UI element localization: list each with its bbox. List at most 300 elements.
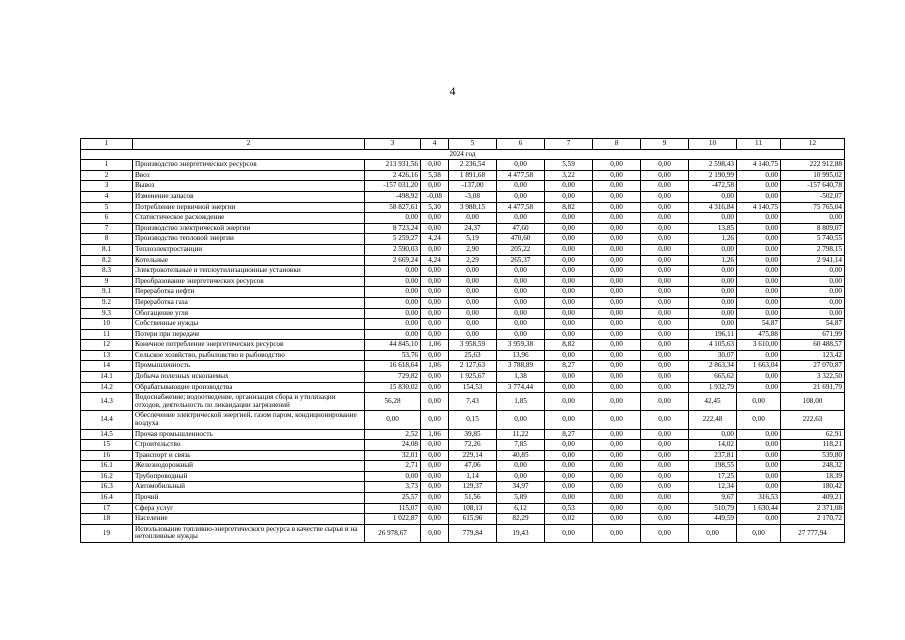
value-cell: 0,00 — [737, 411, 781, 429]
value-cell: 0,00 — [593, 372, 641, 383]
value-cell: 0,00 — [641, 514, 689, 525]
table-row — [81, 329, 845, 340]
row-label: Население — [133, 514, 365, 525]
value-cell: 0,00 — [737, 170, 781, 181]
value-cell: 0,00 — [689, 308, 737, 319]
value-cell: 0,00 — [737, 266, 781, 277]
value-cell: 0,00 — [545, 461, 593, 472]
table-row — [81, 514, 845, 525]
row-number: 9.1 — [81, 287, 133, 298]
value-cell: 5,19 — [449, 234, 497, 245]
value-cell: 0,00 — [737, 482, 781, 493]
value-cell: 0,00 — [497, 319, 545, 330]
value-cell: 0,00 — [593, 440, 641, 451]
value-cell: 0,00 — [689, 287, 737, 298]
table-row — [81, 411, 845, 429]
value-cell: 0,00 — [781, 308, 845, 319]
table-row — [81, 244, 845, 255]
value-cell: 0,00 — [545, 471, 593, 482]
value-cell: 0,00 — [421, 461, 449, 472]
table-row — [81, 276, 845, 287]
value-cell: 7,85 — [497, 440, 545, 451]
value-cell: 0,00 — [641, 287, 689, 298]
table-row — [81, 524, 845, 542]
value-cell: 0,00 — [593, 340, 641, 351]
row-label: Железнодорожный — [133, 461, 365, 472]
value-cell: 47,06 — [449, 461, 497, 472]
table-row — [81, 340, 845, 351]
value-cell: 0,00 — [497, 287, 545, 298]
value-cell: 0,00 — [365, 213, 421, 224]
row-number: 16.2 — [81, 471, 133, 482]
value-cell: 1 891,68 — [449, 170, 497, 181]
value-cell: 0,00 — [545, 382, 593, 393]
value-cell: 0,00 — [421, 223, 449, 234]
value-cell: 0,00 — [545, 482, 593, 493]
value-cell: 4 477,58 — [497, 170, 545, 181]
value-cell: -472,58 — [689, 181, 737, 192]
value-cell: 3 959,38 — [497, 340, 545, 351]
value-cell: 0,00 — [593, 393, 641, 411]
value-cell: 409,21 — [781, 493, 845, 504]
row-number: 16.3 — [81, 482, 133, 493]
value-cell: 0,00 — [593, 503, 641, 514]
value-cell: 2 426,16 — [365, 170, 421, 181]
value-cell: 0,00 — [737, 440, 781, 451]
value-cell: 0,00 — [497, 213, 545, 224]
value-cell: 213 931,56 — [365, 160, 421, 171]
value-cell: 4,24 — [421, 234, 449, 245]
value-cell: 2 127,63 — [449, 361, 497, 372]
value-cell: 0,00 — [421, 276, 449, 287]
value-cell: 47,60 — [497, 223, 545, 234]
value-cell: 0,00 — [365, 411, 421, 429]
value-cell: 0,00 — [449, 297, 497, 308]
value-cell: 0,00 — [545, 440, 593, 451]
value-cell: 0,00 — [689, 244, 737, 255]
row-label: Теплоэлектростанции — [133, 244, 365, 255]
value-cell: 0,00 — [641, 503, 689, 514]
value-cell: 40,85 — [497, 450, 545, 461]
value-cell: 0,00 — [421, 440, 449, 451]
value-cell: -157 640,78 — [781, 181, 845, 192]
value-cell: 1,38 — [497, 372, 545, 383]
value-cell: 0,00 — [737, 471, 781, 482]
value-cell: 1 022,87 — [365, 514, 421, 525]
table-row — [81, 297, 845, 308]
value-cell: 53,76 — [365, 350, 421, 361]
row-number: 19 — [81, 524, 133, 542]
value-cell: 4 316,84 — [689, 202, 737, 213]
value-cell: 0,00 — [593, 524, 641, 542]
value-cell: 0,00 — [421, 213, 449, 224]
value-cell: 2 190,99 — [689, 170, 737, 181]
value-cell: 1,06 — [421, 340, 449, 351]
value-cell: 0,00 — [641, 266, 689, 277]
value-cell: 0,00 — [737, 393, 781, 411]
table-row — [81, 181, 845, 192]
row-label: Сельское хозяйство, рыболовство и рыбоводство — [133, 350, 365, 361]
value-cell: 8 809,07 — [781, 223, 845, 234]
row-number: 17 — [81, 503, 133, 514]
row-number: 15 — [81, 440, 133, 451]
value-cell: 0,00 — [593, 202, 641, 213]
value-cell: 13,85 — [689, 223, 737, 234]
value-cell: 0,00 — [641, 329, 689, 340]
value-cell: 17,25 — [689, 471, 737, 482]
value-cell: 2 941,14 — [781, 255, 845, 266]
value-cell: 510,79 — [689, 503, 737, 514]
value-cell: 1,14 — [449, 471, 497, 482]
value-cell: 0,00 — [593, 411, 641, 429]
row-number: 9.2 — [81, 297, 133, 308]
row-label: Обогащение угля — [133, 308, 365, 319]
table-row — [81, 223, 845, 234]
value-cell: 0,00 — [421, 382, 449, 393]
row-number: 8 — [81, 234, 133, 245]
value-cell: 9,67 — [689, 493, 737, 504]
value-cell: 0,00 — [689, 191, 737, 202]
value-cell: 222,48 — [689, 411, 737, 429]
value-cell: 0,00 — [737, 372, 781, 383]
value-cell: 115,07 — [365, 503, 421, 514]
value-cell: 198,55 — [689, 461, 737, 472]
value-cell: 0,00 — [593, 213, 641, 224]
value-cell: 2,71 — [365, 461, 421, 472]
row-number: 14.4 — [81, 411, 133, 429]
value-cell: 1,26 — [689, 234, 737, 245]
value-cell: 0,00 — [593, 361, 641, 372]
value-cell: 0,00 — [365, 471, 421, 482]
value-cell: 0,00 — [641, 297, 689, 308]
table-row — [81, 308, 845, 319]
row-label: Использование топливно-энергетического ресурса в качестве сырья и на нетопливные нужды — [133, 524, 365, 542]
value-cell: 0,02 — [545, 514, 593, 525]
value-cell: 0,00 — [641, 181, 689, 192]
value-cell: 0,00 — [365, 276, 421, 287]
value-cell: 129,37 — [449, 482, 497, 493]
value-cell: 0,00 — [497, 411, 545, 429]
value-cell: 0,00 — [641, 234, 689, 245]
value-cell: 3 610,00 — [737, 340, 781, 351]
row-label: Производство электрической энергии — [133, 223, 365, 234]
row-number: 4 — [81, 191, 133, 202]
value-cell: 0,00 — [365, 266, 421, 277]
value-cell: 0,00 — [641, 493, 689, 504]
value-cell: 42,45 — [689, 393, 737, 411]
table-row — [81, 493, 845, 504]
value-cell: 0,00 — [421, 308, 449, 319]
value-cell: 44 845,10 — [365, 340, 421, 351]
column-header: 8 — [593, 139, 641, 150]
value-cell: 0,00 — [593, 329, 641, 340]
value-cell: 779,84 — [449, 524, 497, 542]
value-cell: -137,00 — [449, 181, 497, 192]
value-cell: 0,00 — [641, 393, 689, 411]
value-cell: 0,00 — [545, 223, 593, 234]
value-cell: 10 995,02 — [781, 170, 845, 181]
value-cell: 51,56 — [449, 493, 497, 504]
value-cell: 237,81 — [689, 450, 737, 461]
value-cell: 56,28 — [365, 393, 421, 411]
row-label: Производство энергетических ресурсов — [133, 160, 365, 171]
table-row — [81, 319, 845, 330]
value-cell: 0,00 — [593, 181, 641, 192]
row-number: 11 — [81, 329, 133, 340]
value-cell: 8,82 — [545, 340, 593, 351]
column-header: 7 — [545, 139, 593, 150]
value-cell: 123,42 — [781, 350, 845, 361]
value-cell: -498,92 — [365, 191, 421, 202]
value-cell: 0,00 — [545, 350, 593, 361]
value-cell: 30,07 — [689, 350, 737, 361]
column-header: 9 — [641, 139, 689, 150]
value-cell: -502,07 — [781, 191, 845, 202]
value-cell: 0,00 — [545, 234, 593, 245]
value-cell: 0,00 — [365, 319, 421, 330]
value-cell: 0,00 — [781, 266, 845, 277]
column-header: 1 — [81, 139, 133, 150]
value-cell: 118,21 — [781, 440, 845, 451]
value-cell: 4 477,58 — [497, 202, 545, 213]
value-cell: 3,73 — [365, 482, 421, 493]
page-number: 4 — [449, 84, 456, 98]
table-row — [81, 202, 845, 213]
row-label: Конечное потребление энергетических ресурсов — [133, 340, 365, 351]
row-label: Обеспечение электрической энергией, газом паром, кондиционирование воздуха — [133, 411, 365, 429]
value-cell: 0,00 — [641, 319, 689, 330]
value-cell: 0,00 — [593, 287, 641, 298]
row-label: Производство тепловой энергии — [133, 234, 365, 245]
row-label: Водоснабжение; водоотведение, организация сбора и утилизации отходов, деятельность по ликвидации загрязнений — [133, 393, 365, 411]
value-cell: 8 723,24 — [365, 223, 421, 234]
value-cell: 15 830,02 — [365, 382, 421, 393]
value-cell: 0,00 — [421, 181, 449, 192]
value-cell: 0,00 — [641, 255, 689, 266]
value-cell: 0,00 — [497, 308, 545, 319]
value-cell: 3,22 — [545, 170, 593, 181]
value-cell: 0,00 — [545, 411, 593, 429]
value-cell: 2 863,34 — [689, 361, 737, 372]
value-cell: 615,96 — [449, 514, 497, 525]
value-cell: 0,00 — [545, 493, 593, 504]
value-cell: 1 932,79 — [689, 382, 737, 393]
value-cell: 19,43 — [497, 524, 545, 542]
value-cell: 5,89 — [497, 493, 545, 504]
column-header: 6 — [497, 139, 545, 150]
table-row — [81, 393, 845, 411]
value-cell: 0,00 — [545, 308, 593, 319]
column-header: 10 — [689, 139, 737, 150]
value-cell: 0,00 — [421, 514, 449, 525]
value-cell: 0,00 — [593, 223, 641, 234]
value-cell: 2 590,03 — [365, 244, 421, 255]
value-cell: 0,00 — [545, 372, 593, 383]
row-label: Строительство — [133, 440, 365, 451]
value-cell: 0,00 — [641, 461, 689, 472]
value-cell: 8,27 — [545, 429, 593, 440]
value-cell: 0,00 — [689, 266, 737, 277]
value-cell: 34,97 — [497, 482, 545, 493]
value-cell: 1,06 — [421, 429, 449, 440]
row-label: Трубопроводный — [133, 471, 365, 482]
value-cell: 0,00 — [737, 244, 781, 255]
value-cell: 0,00 — [689, 524, 737, 542]
value-cell: 108,00 — [781, 393, 845, 411]
row-number: 5 — [81, 202, 133, 213]
table-row — [81, 429, 845, 440]
value-cell: 0,00 — [593, 244, 641, 255]
value-cell: 0,00 — [689, 429, 737, 440]
value-cell: 18,39 — [781, 471, 845, 482]
value-cell: 24,37 — [449, 223, 497, 234]
value-cell: 0,00 — [545, 191, 593, 202]
row-label: Вывоз — [133, 181, 365, 192]
value-cell: 0,00 — [641, 160, 689, 171]
value-cell: 27 070,87 — [781, 361, 845, 372]
value-cell: 229,14 — [449, 450, 497, 461]
value-cell: 0,00 — [497, 276, 545, 287]
value-cell: 2 371,08 — [781, 503, 845, 514]
value-cell: 0,00 — [421, 297, 449, 308]
value-cell: 0,00 — [593, 450, 641, 461]
row-number: 1 — [81, 160, 133, 171]
value-cell: 0,00 — [641, 482, 689, 493]
value-cell: 0,00 — [365, 308, 421, 319]
value-cell: 0,00 — [421, 450, 449, 461]
value-cell: 0,00 — [593, 382, 641, 393]
value-cell: 1 630,44 — [737, 503, 781, 514]
value-cell: 0,00 — [449, 329, 497, 340]
value-cell: 0,00 — [737, 276, 781, 287]
value-cell: 0,00 — [641, 340, 689, 351]
value-cell: 0,00 — [449, 276, 497, 287]
value-cell: 0,00 — [641, 213, 689, 224]
row-number: 16.1 — [81, 461, 133, 472]
value-cell: 2 669,24 — [365, 255, 421, 266]
row-number: 14.1 — [81, 372, 133, 383]
row-label: Прочий — [133, 493, 365, 504]
value-cell: 0,00 — [497, 329, 545, 340]
column-header: 12 — [781, 139, 845, 150]
row-label: Изменение запасов — [133, 191, 365, 202]
value-cell: 0,00 — [545, 393, 593, 411]
value-cell: 0,00 — [641, 382, 689, 393]
value-cell: 72,26 — [449, 440, 497, 451]
table-row — [81, 160, 845, 171]
value-cell: 0,00 — [545, 287, 593, 298]
value-cell: -157 031,20 — [365, 181, 421, 192]
value-cell: 0,00 — [737, 287, 781, 298]
value-cell: 0,00 — [641, 223, 689, 234]
value-cell: 0,00 — [593, 266, 641, 277]
value-cell: 0,00 — [449, 266, 497, 277]
value-cell: 0,00 — [497, 297, 545, 308]
row-label: Электрокотельные и теплоутилизационные установки — [133, 266, 365, 277]
value-cell: 5 259,27 — [365, 234, 421, 245]
value-cell: 0,00 — [593, 514, 641, 525]
value-cell: 0,00 — [497, 160, 545, 171]
value-cell: 1,06 — [421, 361, 449, 372]
value-cell: 5 740,55 — [781, 234, 845, 245]
value-cell: 0,00 — [737, 297, 781, 308]
value-cell: 0,00 — [737, 461, 781, 472]
value-cell: 21 691,79 — [781, 382, 845, 393]
value-cell: 0,00 — [365, 297, 421, 308]
value-cell: 0,00 — [641, 202, 689, 213]
value-cell: 0,00 — [545, 181, 593, 192]
value-cell: 0,00 — [641, 170, 689, 181]
value-cell: 0,00 — [497, 461, 545, 472]
value-cell: 0,00 — [545, 329, 593, 340]
row-number: 6 — [81, 213, 133, 224]
value-cell: 729,82 — [365, 372, 421, 383]
value-cell: 5,30 — [421, 202, 449, 213]
value-cell: 8,27 — [545, 361, 593, 372]
value-cell: 4 140,75 — [737, 160, 781, 171]
table-row — [81, 482, 845, 493]
value-cell: 32,01 — [365, 450, 421, 461]
value-cell: 75 765,04 — [781, 202, 845, 213]
value-cell: 0,00 — [421, 329, 449, 340]
table-row — [81, 255, 845, 266]
row-number: 10 — [81, 319, 133, 330]
value-cell: 1,85 — [497, 393, 545, 411]
table-row — [81, 450, 845, 461]
value-cell: 0,15 — [449, 411, 497, 429]
column-header: 2 — [133, 139, 365, 150]
value-cell: 62,91 — [781, 429, 845, 440]
value-cell: 0,00 — [737, 213, 781, 224]
value-cell: 0,00 — [593, 319, 641, 330]
value-cell: 0,00 — [365, 329, 421, 340]
row-number: 9 — [81, 276, 133, 287]
value-cell: 0,00 — [641, 411, 689, 429]
value-cell: 0,00 — [781, 276, 845, 287]
value-cell: 16 618,64 — [365, 361, 421, 372]
row-number: 3 — [81, 181, 133, 192]
value-cell: 1 925,67 — [449, 372, 497, 383]
row-number: 8.3 — [81, 266, 133, 277]
row-label: Автомобильный — [133, 482, 365, 493]
value-cell: 8,82 — [545, 202, 593, 213]
value-cell: 0,00 — [421, 503, 449, 514]
value-cell: 2,90 — [449, 244, 497, 255]
value-cell: 0,00 — [545, 213, 593, 224]
value-cell: 0,00 — [421, 266, 449, 277]
value-cell: 60 488,57 — [781, 340, 845, 351]
value-cell: 0,00 — [641, 429, 689, 440]
value-cell: 54,87 — [737, 319, 781, 330]
value-cell: 665,62 — [689, 372, 737, 383]
value-cell: 3 988,15 — [449, 202, 497, 213]
row-label: Прочая промышленность — [133, 429, 365, 440]
value-cell: 154,53 — [449, 382, 497, 393]
value-cell: 222,63 — [781, 411, 845, 429]
row-label: Переработка газа — [133, 297, 365, 308]
value-cell: 0,00 — [497, 266, 545, 277]
value-cell: 0,00 — [641, 524, 689, 542]
value-cell: 0,00 — [593, 170, 641, 181]
value-cell: 0,00 — [421, 493, 449, 504]
column-header: 5 — [449, 139, 497, 150]
value-cell: 4 105,63 — [689, 340, 737, 351]
value-cell: 5,38 — [421, 170, 449, 181]
value-cell: 0,00 — [545, 524, 593, 542]
value-cell: 0,00 — [737, 223, 781, 234]
table-row — [81, 170, 845, 181]
value-cell: 0,00 — [737, 429, 781, 440]
